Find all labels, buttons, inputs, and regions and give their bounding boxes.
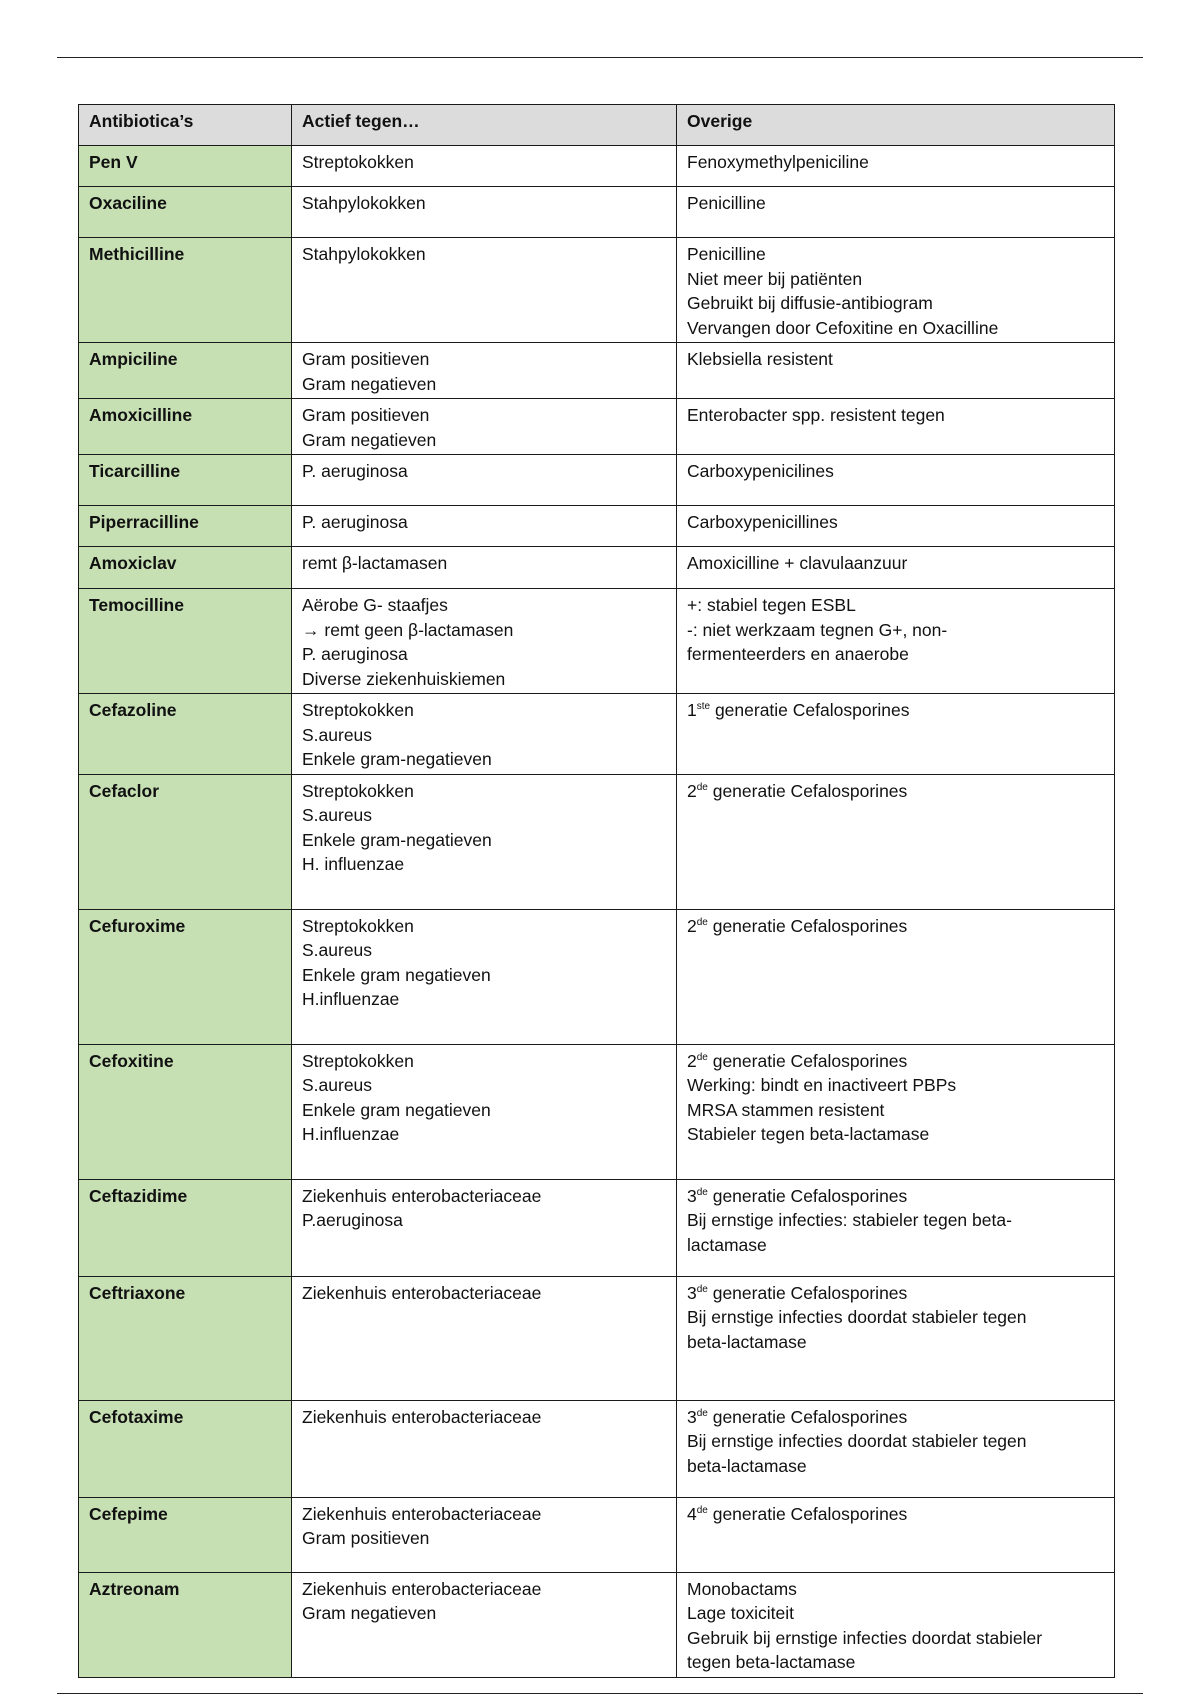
header-other: Overige — [677, 105, 1115, 146]
header-active-against: Actief tegen… — [292, 105, 677, 146]
active-against-line: Aërobe G- staafjes — [302, 595, 448, 615]
other-line: MRSA stammen resistent — [687, 1099, 885, 1120]
table-row — [79, 774, 1115, 909]
other-line: Bij ernstige infecties: stabieler tegen beta- — [687, 1210, 1012, 1230]
table-row — [79, 343, 1115, 399]
active-against-cell — [292, 589, 677, 694]
active-against-line: S.aureus — [302, 805, 373, 825]
other-line: 3de generatie Cefalosporines — [687, 1282, 908, 1303]
other-line: Amoxicilline + clavulaanzuur — [687, 553, 908, 573]
antibiotic-name: Piperracilline — [79, 506, 292, 547]
other-line: Fenoxymethylpeniciline — [687, 152, 869, 172]
active-against-line: Stahpylokokken — [302, 244, 426, 264]
table-row — [79, 1497, 1115, 1572]
active-against-cell — [292, 146, 677, 187]
active-against-line: Ziekenhuis enterobacteriaceae — [302, 1578, 542, 1599]
other-line: lactamase — [687, 1234, 767, 1255]
active-against-line: S.aureus — [302, 940, 373, 960]
active-against-line: Ziekenhuis enterobacteriaceae — [302, 1282, 542, 1303]
active-against-line: Enkele gram negatieven — [302, 1099, 491, 1120]
active-against-cell — [292, 455, 677, 506]
header-row — [79, 105, 1115, 146]
table-row — [79, 547, 1115, 589]
table-row — [79, 1400, 1115, 1497]
other-line: 3de generatie Cefalosporines — [687, 1185, 908, 1206]
active-against-line: Streptokokken — [302, 700, 414, 720]
active-against-cell — [292, 547, 677, 589]
other-line: Enterobacter spp. resistent tegen — [687, 405, 945, 425]
other-cell — [677, 694, 1115, 775]
active-against-line: Ziekenhuis enterobacteriaceae — [302, 1503, 542, 1524]
active-against-line: Ziekenhuis enterobacteriaceae — [302, 1185, 542, 1206]
other-line: Werking: bindt en inactiveert PBPs — [687, 1075, 957, 1095]
other-cell — [677, 1179, 1115, 1276]
other-cell — [677, 399, 1115, 455]
table-row — [79, 187, 1115, 238]
active-against-cell — [292, 1276, 677, 1400]
other-cell — [677, 146, 1115, 187]
active-against-cell — [292, 909, 677, 1044]
table-row — [79, 694, 1115, 775]
other-line: Gebruikt bij diffusie-antibiogram — [687, 293, 933, 313]
other-line: 2de generatie Cefalosporines — [687, 915, 908, 936]
active-against-line: P. aeruginosa — [302, 644, 408, 664]
other-line: beta-lactamase — [687, 1455, 807, 1476]
antibiotic-name: Pen V — [79, 146, 292, 187]
other-line: 1ste generatie Cefalosporines — [687, 700, 910, 720]
other-cell — [677, 238, 1115, 343]
other-line: 2de generatie Cefalosporines — [687, 1050, 908, 1071]
table-row — [79, 1572, 1115, 1677]
active-against-line: remt β-lactamasen — [302, 553, 448, 573]
table-row — [79, 589, 1115, 694]
antibiotic-name: Amoxiclav — [79, 547, 292, 589]
other-cell — [677, 589, 1115, 694]
active-against-line: Enkele gram-negatieven — [302, 829, 492, 850]
active-against-line: Gram negatieven — [302, 1603, 437, 1623]
other-line: Carboxypenicillines — [687, 512, 838, 532]
antibiotic-name: Aztreonam — [79, 1572, 292, 1677]
table-row — [79, 1044, 1115, 1179]
active-against-cell — [292, 506, 677, 547]
table-row — [79, 238, 1115, 343]
active-against-line: H.influenzae — [302, 1124, 400, 1144]
active-against-line: S.aureus — [302, 1075, 373, 1095]
active-against-cell — [292, 1179, 677, 1276]
active-against-line: H.influenzae — [302, 989, 400, 1009]
antibiotic-name: Ceftriaxone — [79, 1276, 292, 1400]
active-against-cell — [292, 343, 677, 399]
other-line: 3de generatie Cefalosporines — [687, 1406, 908, 1427]
other-cell — [677, 909, 1115, 1044]
antibiotic-name: Cefepime — [79, 1497, 292, 1572]
table-row — [79, 1276, 1115, 1400]
antibiotic-name: Oxaciline — [79, 187, 292, 238]
active-against-line: Gram positieven — [302, 405, 430, 425]
active-against-line: Gram negatieven — [302, 429, 437, 450]
active-against-line: Streptokokken — [302, 915, 414, 936]
other-line: Klebsiella resistent — [687, 349, 833, 369]
antibiotic-name: Ceftazidime — [79, 1179, 292, 1276]
active-against-line: Stahpylokokken — [302, 193, 426, 213]
active-against-line: P. aeruginosa — [302, 461, 408, 481]
active-against-line: Streptokokken — [302, 1050, 414, 1071]
table-row — [79, 1179, 1115, 1276]
active-against-cell — [292, 187, 677, 238]
antibiotic-name: Amoxicilline — [79, 399, 292, 455]
other-line: Carboxypenicilines — [687, 461, 834, 481]
active-against-cell — [292, 1572, 677, 1677]
other-line: Lage toxiciteit — [687, 1603, 795, 1623]
antibiotic-name: Ampiciline — [79, 343, 292, 399]
table-row — [79, 455, 1115, 506]
other-line: 4de generatie Cefalosporines — [687, 1503, 908, 1524]
other-line: Niet meer bij patiënten — [687, 268, 863, 289]
other-cell — [677, 1400, 1115, 1497]
other-line: Bij ernstige infecties doordat stabieler tegen — [687, 1307, 1027, 1327]
active-against-line: P. aeruginosa — [302, 512, 408, 532]
other-cell — [677, 343, 1115, 399]
active-against-cell — [292, 399, 677, 455]
active-against-line: Enkele gram negatieven — [302, 964, 491, 985]
active-against-cell — [292, 1400, 677, 1497]
active-against-cell — [292, 1044, 677, 1179]
other-line: Vervangen door Cefoxitine en Oxacilline — [687, 317, 999, 338]
active-against-line: Enkele gram-negatieven — [302, 749, 492, 769]
active-against-line: Diverse ziekenhuiskiemen — [302, 668, 506, 689]
active-against-line: → remt geen β-lactamasen — [302, 619, 514, 640]
other-line: 2de generatie Cefalosporines — [687, 780, 908, 801]
active-against-cell — [292, 1497, 677, 1572]
active-against-line: Gram positieven — [302, 1528, 430, 1548]
antibiotic-name: Cefoxitine — [79, 1044, 292, 1179]
other-line: beta-lactamase — [687, 1331, 807, 1352]
antibiotic-name: Ticarcilline — [79, 455, 292, 506]
other-line: fermenteerders en anaerobe — [687, 644, 909, 664]
antibiotic-name: Cefuroxime — [79, 909, 292, 1044]
other-line: Monobactams — [687, 1578, 797, 1599]
other-line: Stabieler tegen beta-lactamase — [687, 1124, 930, 1144]
other-cell — [677, 547, 1115, 589]
antibiotic-name: Cefotaxime — [79, 1400, 292, 1497]
other-line: Gebruik bij ernstige infecties doordat stabieler — [687, 1627, 1043, 1648]
table-row — [79, 146, 1115, 187]
active-against-line: S.aureus — [302, 724, 373, 745]
active-against-line: H. influenzae — [302, 854, 405, 874]
active-against-line: Ziekenhuis enterobacteriaceae — [302, 1406, 542, 1427]
table-row — [79, 399, 1115, 455]
other-line: Bij ernstige infecties doordat stabieler tegen — [687, 1431, 1027, 1451]
other-cell — [677, 506, 1115, 547]
header-antibiotics: Antibiotica’s — [79, 105, 292, 146]
other-cell — [677, 187, 1115, 238]
antibiotic-name: Cefaclor — [79, 774, 292, 909]
table-row — [79, 909, 1115, 1044]
active-against-line: P.aeruginosa — [302, 1210, 403, 1230]
other-line: -: niet werkzaam tegnen G+, non- — [687, 619, 948, 640]
other-cell — [677, 1276, 1115, 1400]
other-line: Penicilline — [687, 193, 766, 213]
other-line: Penicilline — [687, 244, 766, 264]
active-against-cell — [292, 694, 677, 775]
other-cell — [677, 1497, 1115, 1572]
other-cell — [677, 1044, 1115, 1179]
active-against-cell — [292, 238, 677, 343]
active-against-line: Streptokokken — [302, 152, 414, 172]
other-line: +: stabiel tegen ESBL — [687, 595, 856, 615]
active-against-line: Gram negatieven — [302, 373, 437, 394]
table-row — [79, 506, 1115, 547]
antibiotic-name: Temocilline — [79, 589, 292, 694]
other-line: tegen beta-lactamase — [687, 1652, 856, 1672]
active-against-line: Streptokokken — [302, 780, 414, 801]
other-cell — [677, 774, 1115, 909]
top-rule — [57, 57, 1143, 58]
active-against-cell — [292, 774, 677, 909]
bottom-rule — [57, 1693, 1143, 1694]
other-cell — [677, 455, 1115, 506]
other-cell — [677, 1572, 1115, 1677]
antibiotic-name: Cefazoline — [79, 694, 292, 775]
antibiotic-name: Methicilline — [79, 238, 292, 343]
antibiotics-table — [78, 104, 1115, 1678]
active-against-line: Gram positieven — [302, 349, 430, 369]
